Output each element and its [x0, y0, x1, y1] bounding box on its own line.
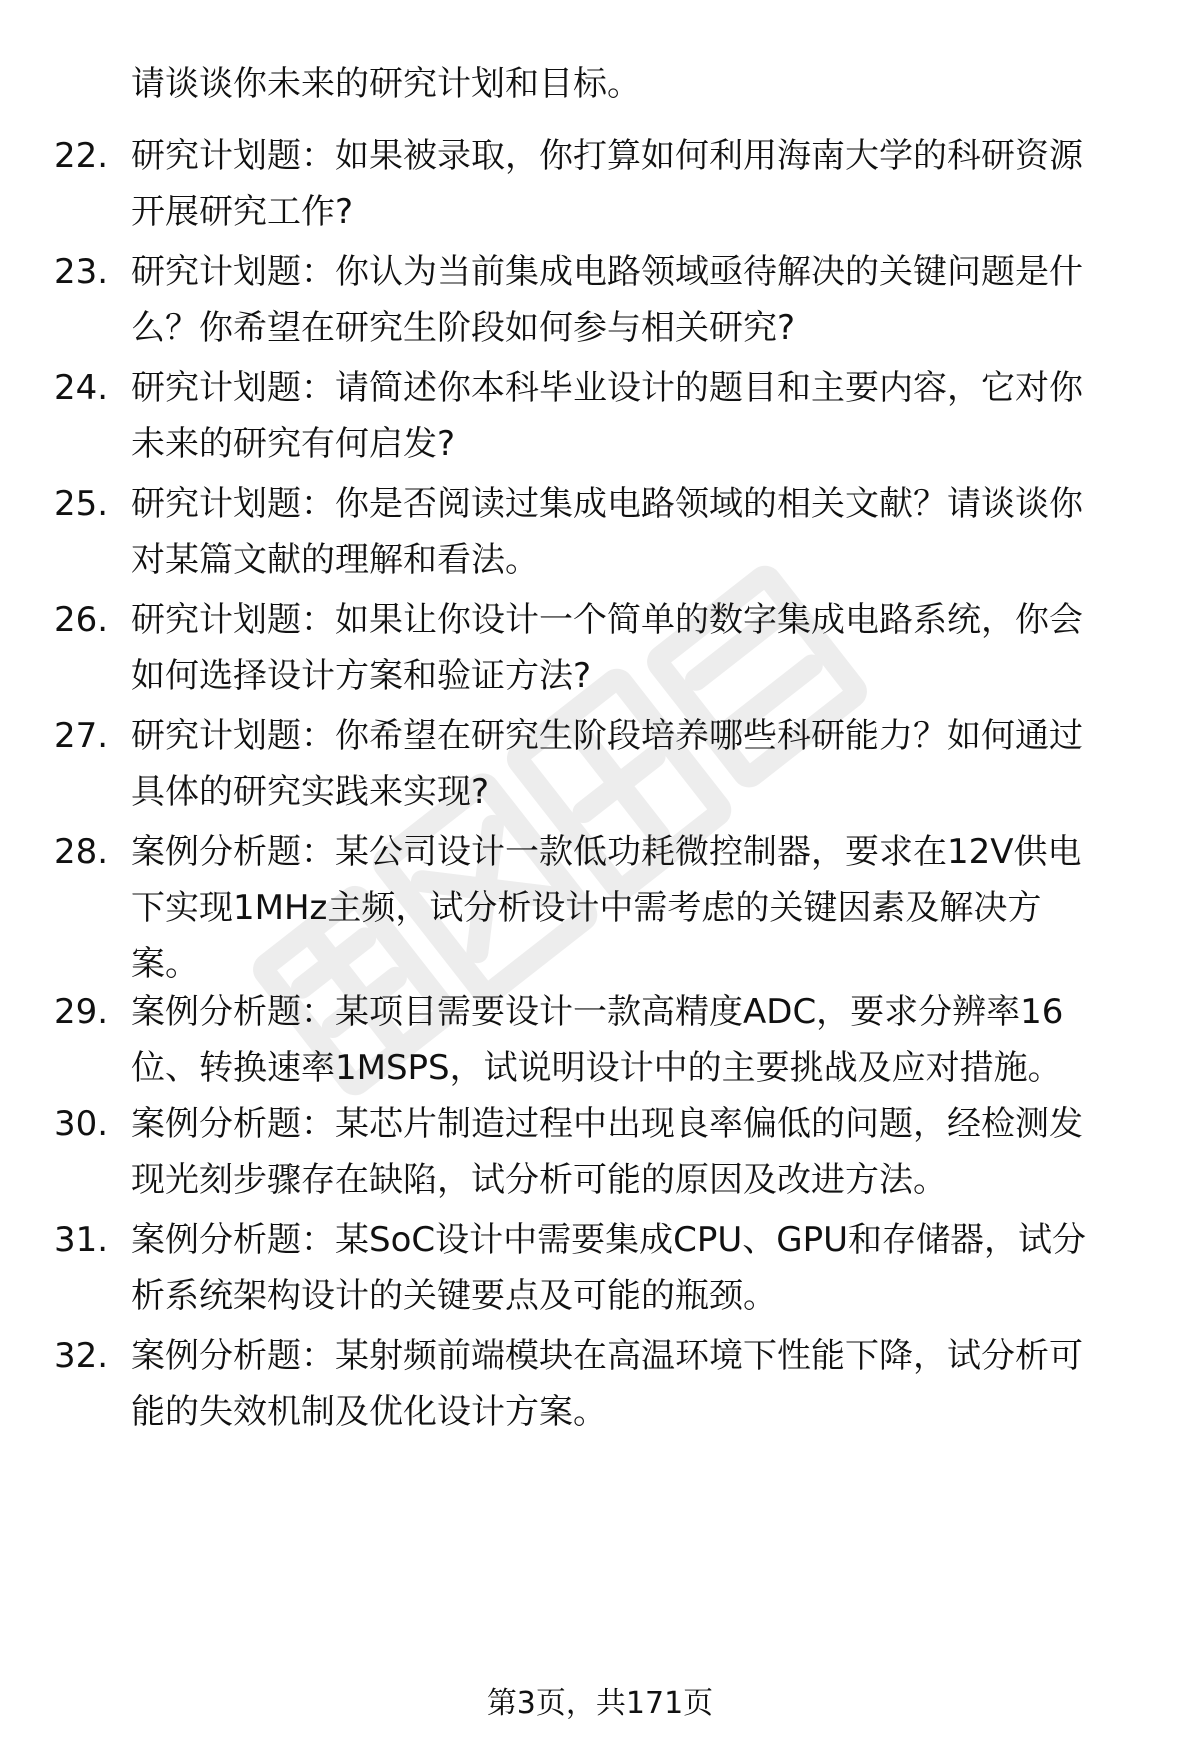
question-number: 29. — [54, 992, 109, 1032]
question-line: 案。 — [131, 944, 199, 984]
question-number: 31. — [54, 1220, 109, 1260]
question-number: 28. — [54, 832, 109, 872]
question-text — [131, 476, 1141, 588]
question-text — [131, 128, 1141, 240]
question-line: 研究计划题：请简述你本科毕业设计的题目和主要内容，它对你 — [131, 368, 1083, 408]
question-line: 未来的研究有何启发? — [131, 424, 456, 464]
question-line: 能的失效机制及优化设计方案。 — [131, 1392, 607, 1432]
question-line: 案例分析题：某公司设计一款低功耗微控制器，要求在12V供电 — [131, 832, 1082, 872]
question-line: 现光刻步骤存在缺陷，试分析可能的原因及改进方法。 — [131, 1160, 947, 1200]
question-line: 具体的研究实践来实现? — [131, 772, 490, 812]
question-line: 研究计划题：如果让你设计一个简单的数字集成电路系统，你会 — [131, 600, 1083, 640]
question-text — [131, 1096, 1141, 1208]
question-line: 研究计划题：你是否阅读过集成电路领域的相关文献？请谈谈你 — [131, 484, 1083, 524]
intro-line: 请谈谈你未来的研究计划和目标。 — [131, 64, 641, 104]
question-text — [131, 1212, 1141, 1324]
question-line: 研究计划题：你认为当前集成电路领域亟待解决的关键问题是什 — [131, 252, 1083, 292]
question-line: 案例分析题：某芯片制造过程中出现良率偏低的问题，经检测发 — [131, 1104, 1083, 1144]
question-text — [131, 984, 1141, 1096]
question-line: 研究计划题：如果被录取，你打算如何利用海南大学的科研资源 — [131, 136, 1083, 176]
question-number: 22. — [54, 136, 109, 176]
question-text — [131, 360, 1141, 472]
question-line: 案例分析题：某SoC设计中需要集成CPU、GPU和存储器，试分 — [131, 1220, 1086, 1260]
question-line: 么？你希望在研究生阶段如何参与相关研究? — [131, 308, 796, 348]
question-text — [131, 824, 1141, 992]
question-line: 案例分析题：某项目需要设计一款高精度ADC，要求分辨率16 — [131, 992, 1064, 1032]
question-number: 27. — [54, 716, 109, 756]
question-number: 23. — [54, 252, 109, 292]
question-line: 开展研究工作? — [131, 192, 354, 232]
question-line: 下实现1MHz主频，试分析设计中需考虑的关键因素及解决方 — [131, 888, 1042, 928]
question-line: 对某篇文献的理解和看法。 — [131, 540, 539, 580]
question-number: 26. — [54, 600, 109, 640]
question-number: 30. — [54, 1104, 109, 1144]
question-line: 如何选择设计方案和验证方法? — [131, 656, 592, 696]
page-footer: 第3页，共171页 — [486, 1686, 714, 1721]
question-line: 析系统架构设计的关键要点及可能的瓶颈。 — [131, 1276, 777, 1316]
question-line: 案例分析题：某射频前端模块在高温环境下性能下降，试分析可 — [131, 1336, 1083, 1376]
question-number: 25. — [54, 484, 109, 524]
question-text — [131, 1328, 1141, 1440]
question-text — [131, 708, 1141, 820]
question-number: 32. — [54, 1336, 109, 1376]
question-text — [131, 592, 1141, 704]
question-line: 位、转换速率1MSPS，试说明设计中的主要挑战及应对措施。 — [131, 1048, 1062, 1088]
question-line: 研究计划题：你希望在研究生阶段培养哪些科研能力？如何通过 — [131, 716, 1083, 756]
question-number: 24. — [54, 368, 109, 408]
question-text — [131, 244, 1141, 356]
